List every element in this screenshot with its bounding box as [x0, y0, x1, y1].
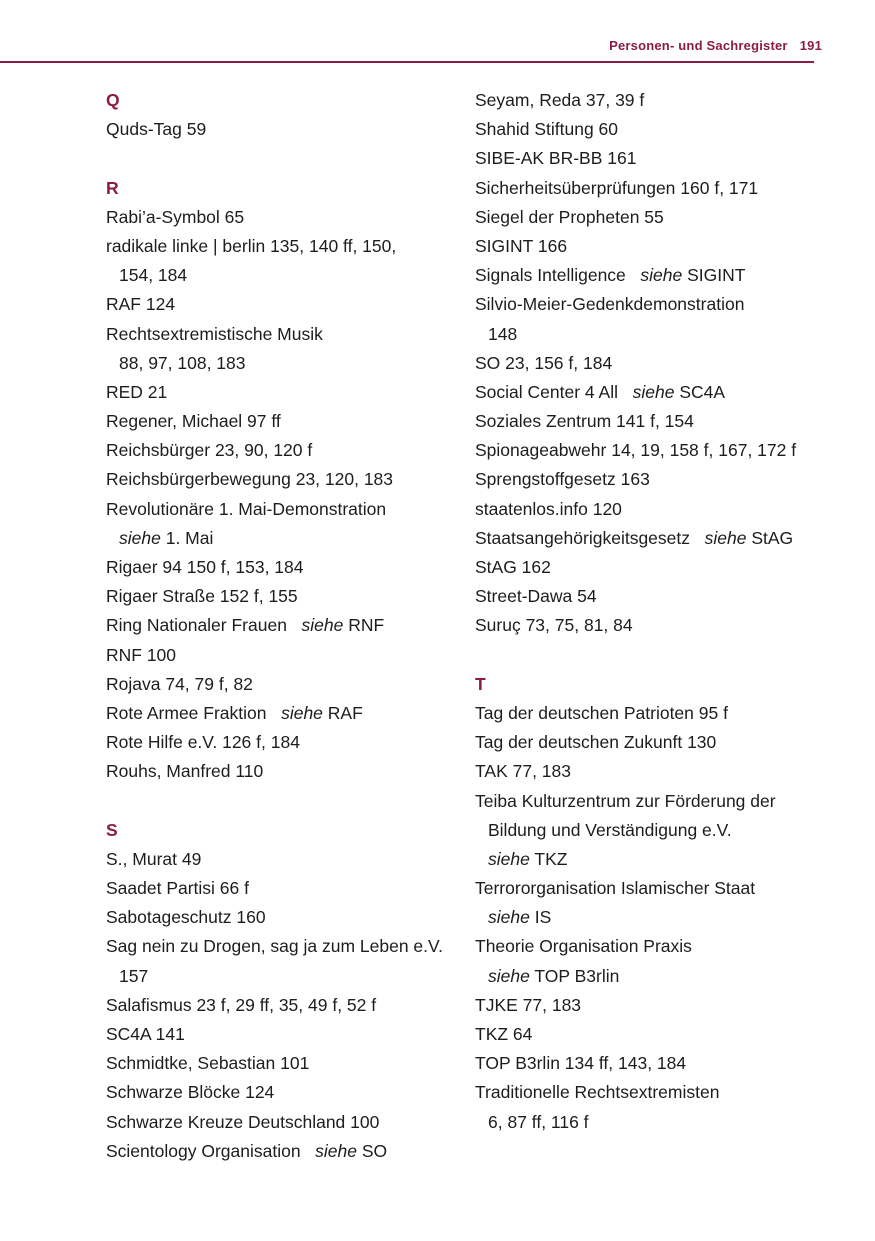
index-entry: Teiba Kulturzentrum zur Förderung der — [475, 790, 776, 811]
index-entry-continuation-cross-reference — [106, 524, 466, 553]
index-entry: Rojava 74, 79 f, 82 — [106, 673, 253, 694]
entry-term: Ring Nationaler Frauen — [106, 615, 287, 636]
see-label: siehe — [488, 848, 530, 869]
index-entry: Reichsbürgerbewegung 23, 120, 183 — [106, 469, 394, 490]
see-label: siehe — [704, 527, 747, 548]
index-entry: Salafismus 23 f, 29 ff, 35, 49 f, 52 f — [106, 994, 377, 1015]
see-target: RNF — [348, 615, 385, 636]
index-entry: Sag nein zu Drogen, sag ja zum Leben e.V. — [106, 936, 443, 957]
index-entry: Spionageabwehr 14, 19, 158 f, 167, 172 f — [475, 440, 797, 461]
page-number: 191 — [799, 38, 822, 53]
index-entry: Theorie Organisation Praxis — [475, 936, 692, 957]
index-entry: Siegel der Propheten 55 — [475, 206, 664, 227]
index-entry: Sabotageschutz 160 — [106, 907, 266, 928]
index-entry: TJKE 77, 183 — [475, 994, 582, 1015]
index-entry: Sicherheitsüberprüfungen 160 f, 171 — [475, 177, 759, 198]
index-entry: Rechtsextremistische Musik — [106, 323, 323, 344]
see-target: SIGINT — [687, 265, 746, 286]
index-entry: Street-Dawa 54 — [475, 586, 597, 607]
see-label: siehe — [119, 527, 161, 548]
index-entry-continuation: 157 — [119, 965, 149, 986]
index-entry: Silvio-Meier-Gedenkdemonstration — [475, 294, 745, 315]
index-entry: Revolutionäre 1. Mai-Demonstration — [106, 498, 387, 519]
section-letter: Q — [106, 90, 120, 110]
index-entry: StAG 162 — [475, 557, 551, 577]
index-entry-cross-reference — [475, 261, 835, 290]
section-letter: T — [475, 673, 486, 694]
index-entry-continuation-cross-reference — [475, 903, 835, 932]
index-entry: Soziales Zentrum 141 f, 154 — [475, 411, 694, 432]
see-target: 1. Mai — [165, 527, 214, 548]
index-entry: Terrororganisation Islamischer Staat — [475, 878, 756, 899]
index-entry: Seyam, Reda 37, 39 f — [475, 90, 645, 110]
index-entry: TOP B3rlin 134 ff, 143, 184 — [475, 1053, 687, 1074]
section-letter: S — [106, 819, 118, 840]
index-entry: TAK 77, 183 — [475, 761, 571, 782]
section-gap — [475, 641, 835, 670]
index-entry-continuation: Bildung und Verständigung e.V. — [488, 819, 732, 840]
index-entry: RAF 124 — [106, 294, 176, 315]
index-column-right — [475, 86, 835, 1137]
index-entry-cross-reference — [106, 699, 466, 728]
see-label: siehe — [640, 265, 683, 286]
index-entry: Schwarze Kreuze Deutschland 100 — [106, 1111, 380, 1132]
section-letter: R — [106, 177, 119, 198]
index-entry: Schwarze Blöcke 124 — [106, 1082, 275, 1103]
see-label: siehe — [488, 907, 530, 928]
running-header-title: Personen- und Sachregister — [609, 38, 788, 53]
section-gap — [106, 144, 466, 173]
index-entry: SIGINT 166 — [475, 235, 568, 256]
index-entry-cross-reference — [475, 524, 835, 553]
index-entry: SC4A 141 — [106, 1024, 185, 1044]
see-label: siehe — [301, 615, 344, 636]
index-entry: Rote Hilfe e.V. 126 f, 184 — [106, 732, 300, 753]
index-entry: Suruç 73, 75, 81, 84 — [475, 615, 633, 636]
index-entry: Shahid Stiftung 60 — [475, 119, 619, 140]
section-gap — [106, 787, 466, 816]
index-entry-continuation: 154, 184 — [119, 265, 188, 286]
index-entry: S., Murat 49 — [106, 848, 202, 869]
index-entry: SO 23, 156 f, 184 — [475, 352, 613, 373]
entry-term: Rote Armee Fraktion — [106, 702, 267, 723]
index-entry: Rouhs, Manfred 110 — [106, 761, 264, 782]
index-column-left — [106, 86, 466, 1166]
entry-term: Staatsangehörigkeitsgesetz — [475, 527, 690, 548]
index-entry-continuation-cross-reference — [475, 962, 835, 991]
index-entry: Rigaer Straße 152 f, 155 — [106, 586, 298, 607]
index-entry: Tag der deutschen Patrioten 95 f — [475, 702, 728, 723]
index-entry-continuation: 6, 87 ff, 116 f — [488, 1111, 589, 1132]
see-target: StAG — [751, 527, 794, 548]
index-entry: radikale linke | berlin 135, 140 ff, 150, — [106, 235, 397, 256]
see-label: siehe — [488, 965, 530, 986]
entry-term: Scientology Organisation — [106, 1140, 301, 1161]
index-entry: Saadet Partisi 66 f — [106, 878, 249, 899]
see-target: IS — [534, 907, 552, 928]
index-entry: Quds-Tag 59 — [106, 119, 207, 140]
index-entry: RED 21 — [106, 381, 168, 402]
index-entry: Reichsbürger 23, 90, 120 f — [106, 440, 313, 461]
index-entry-cross-reference — [106, 611, 466, 640]
see-label: siehe — [315, 1140, 357, 1161]
index-entry: Traditionelle Rechtsextremisten — [475, 1082, 720, 1103]
index-entry-continuation: 88, 97, 108, 183 — [119, 352, 246, 373]
index-entry: TKZ 64 — [475, 1024, 533, 1044]
index-entry: Schmidtke, Sebastian 101 — [106, 1053, 310, 1074]
see-target: SC4A — [679, 381, 726, 402]
see-label: siehe — [632, 381, 675, 402]
index-entry: RNF 100 — [106, 644, 177, 665]
header-rule — [0, 61, 814, 63]
index-entry: staatenlos.info 120 — [475, 498, 622, 519]
index-entry: SIBE-AK BR-BB 161 — [475, 148, 637, 169]
index-entry-cross-reference — [475, 378, 835, 407]
index-entry: Tag der deutschen Zukunft 130 — [475, 732, 717, 753]
index-entry: Sprengstoffgesetz 163 — [475, 469, 650, 490]
index-entry: Rigaer 94 150 f, 153, 184 — [106, 557, 304, 577]
see-target: TKZ — [534, 848, 568, 869]
index-entry-continuation: 148 — [488, 323, 518, 344]
running-header — [0, 38, 822, 53]
index-entry: Regener, Michael 97 ff — [106, 411, 281, 432]
see-target: RAF — [327, 702, 363, 723]
index-entry-continuation-cross-reference — [475, 845, 835, 874]
see-target: SO — [361, 1140, 388, 1161]
see-target: TOP B3rlin — [534, 965, 620, 986]
entry-term: Signals Intelligence — [475, 265, 626, 286]
index-entry-cross-reference — [106, 1137, 466, 1166]
index-entry: Rabi’a-Symbol 65 — [106, 206, 245, 227]
entry-term: Social Center 4 All — [475, 381, 618, 402]
see-label: siehe — [281, 702, 323, 723]
